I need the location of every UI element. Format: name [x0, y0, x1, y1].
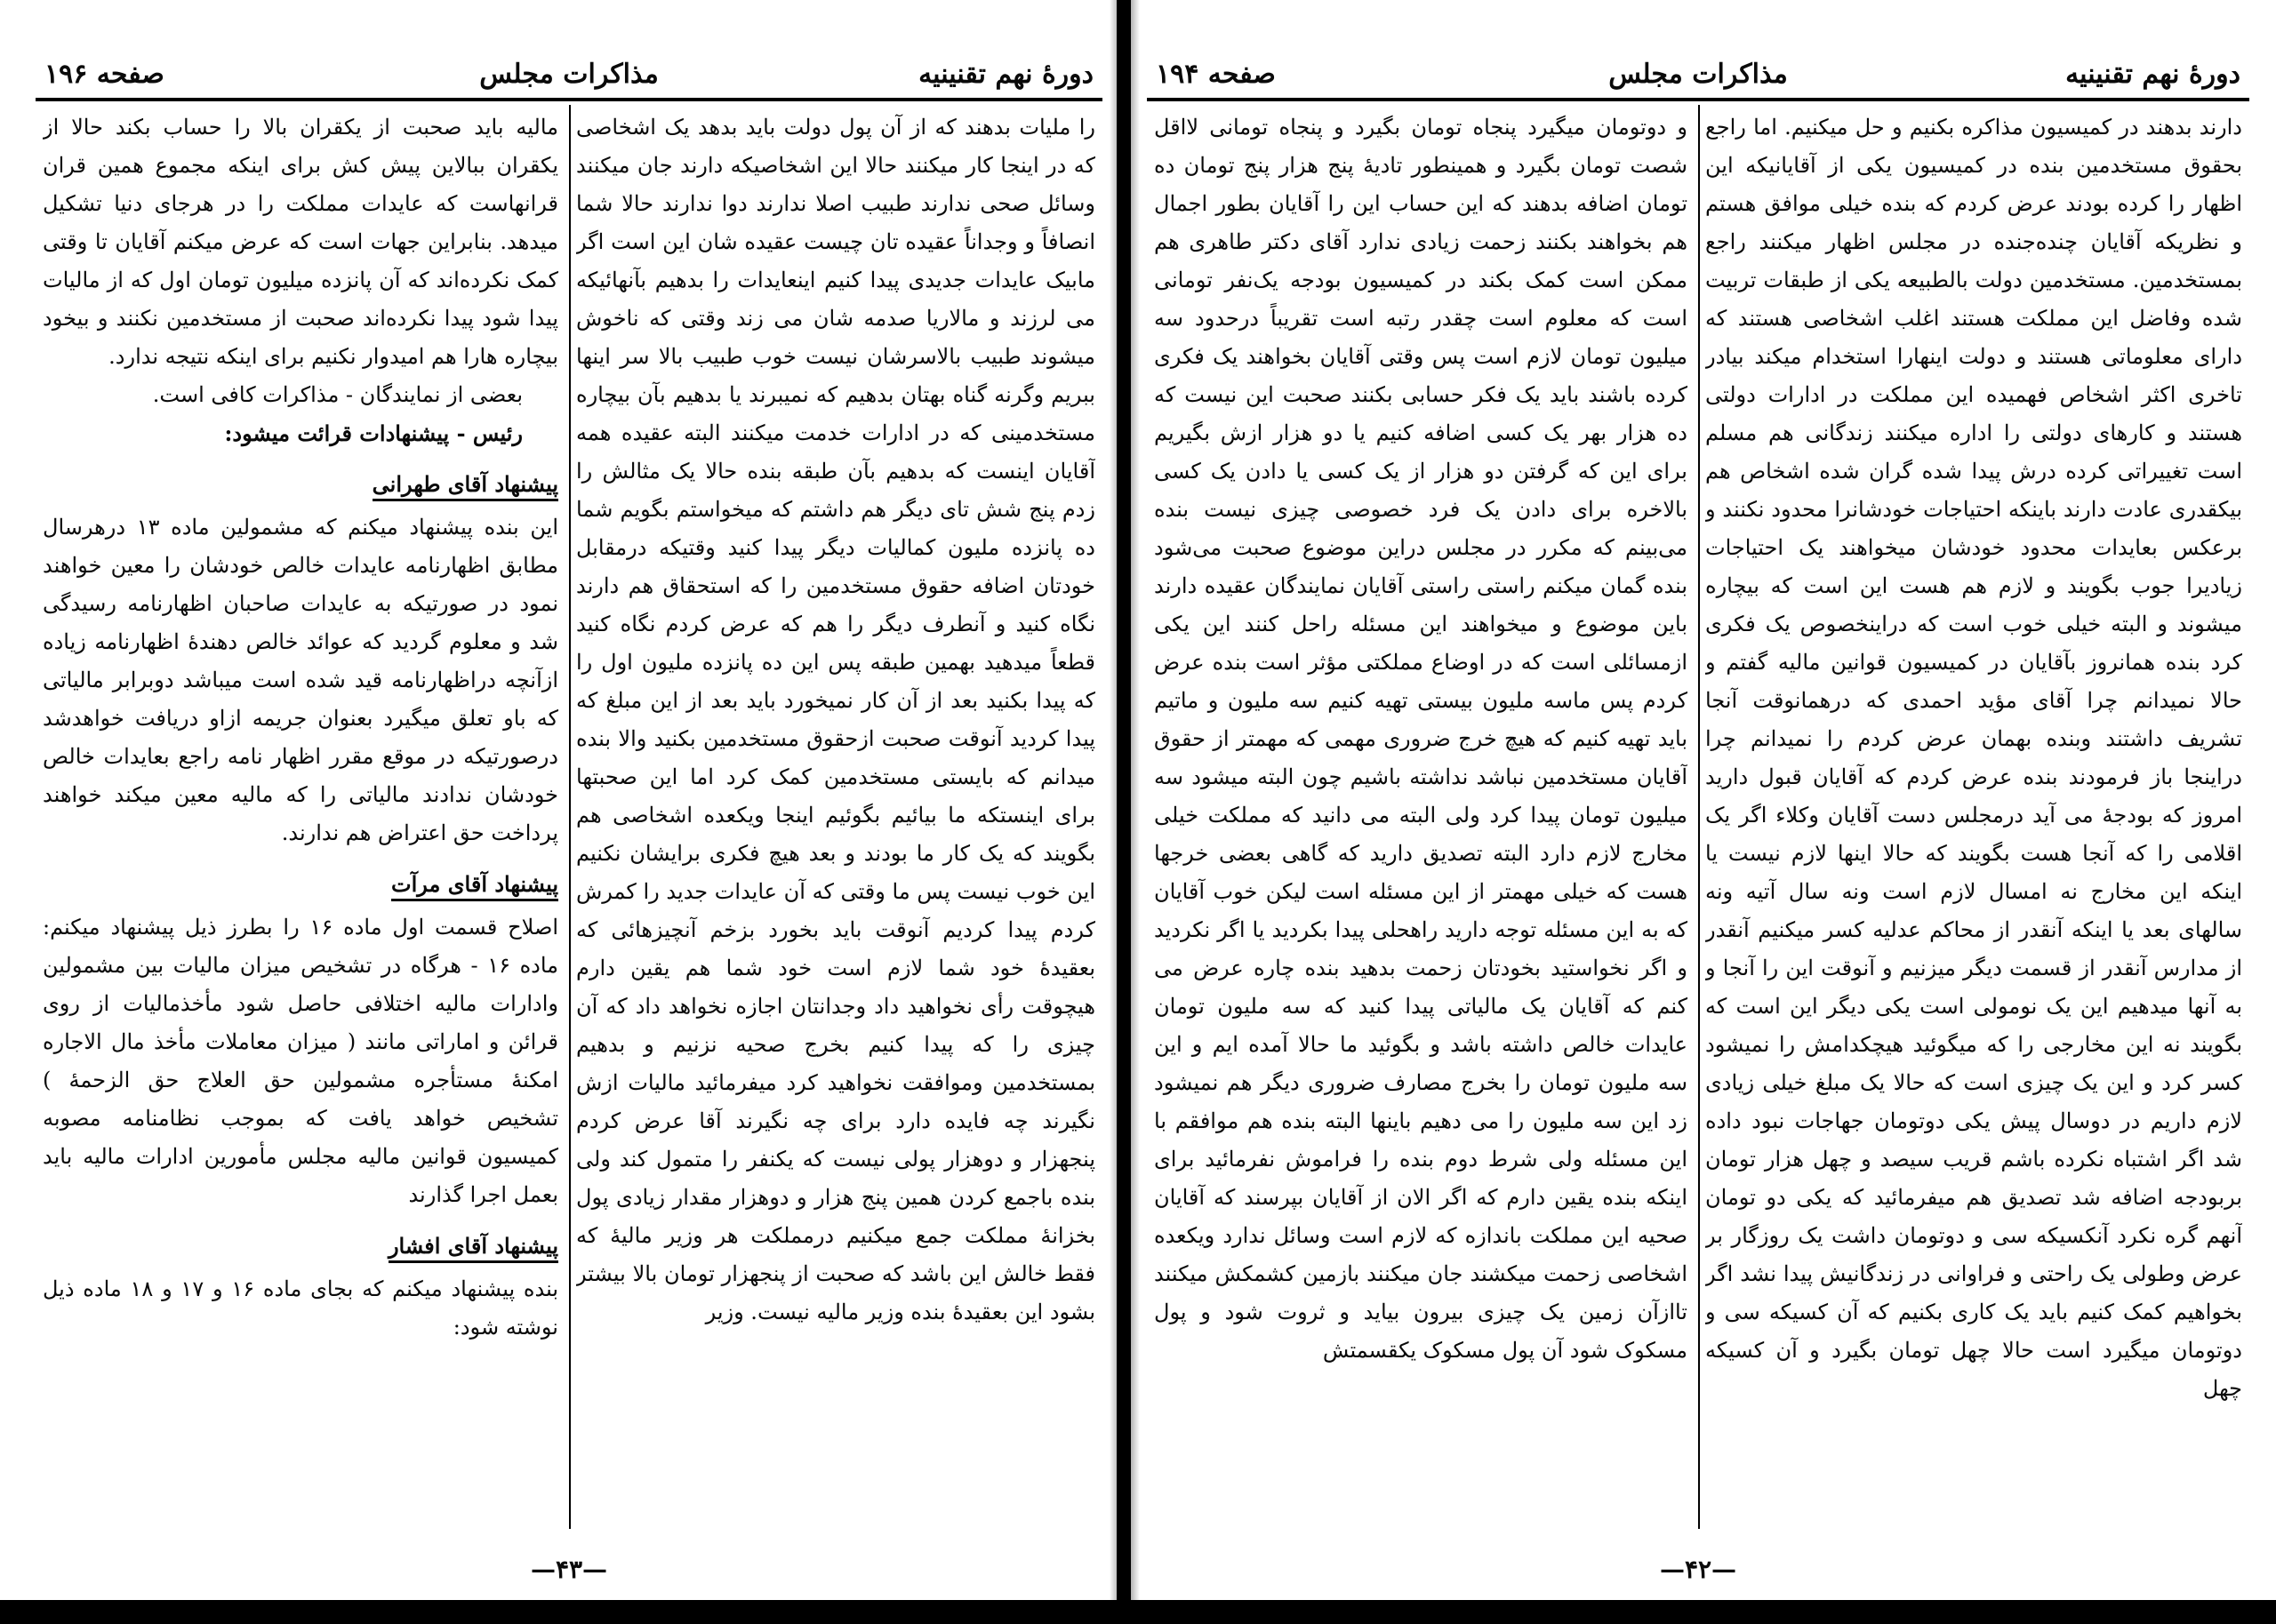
header-title: مذاکرات مجلس — [479, 59, 659, 90]
chairman-line: رئیس - پیشنهادات قرائت میشود: — [224, 420, 523, 446]
session-period: دورهٔ نهم تقنینیه — [2065, 59, 2240, 90]
left-page — [36, 0, 1102, 1600]
body-paragraph: مالیه باید صحبت از یکقران بالا را حساب بکند حالا از یکقران ببالاین پیش کش برای اینکه مجموع همین قران قرانهاست که عایدات مملکت را در هرجای دنیا تشکیل میدهد. بنابراین جهات است که عرض میکنم آقایان تا وقتی کمک نکرده‌اند که آن پانزده میلیون تومان اول که از مالیات پیدا شود پیدا نکرده‌اند صحبت از مستخدمین نکنند و بیخود بیچاره هارا هم امیدوار نکنیم برای اینکه نتیجه ندارد. — [43, 115, 558, 369]
body-paragraph: دارند بدهند در کمیسیون مذاکره بکنیم و حل میکنیم. اما راجع بحقوق مستخدمین بنده در کمیسیون یکی از آقایانیکه این اظهار را کرده بودند عرض کردم که بنده خیلی موافق هستم و نظریکه آقایان چنده‌جنده در مجلس اظهار میکنند راجع بمستخدمین. مستخدمین دولت بالطبیعه یکی از طبقات تربیت شده وفاضل این مملکت هستند اغلب اشخاصی هستند که دارای معلوماتی هستند و دولت اینهارا استخدام میکند بیادر تاخری اکثر اشخاص فهمیده این مملکت در ادارات دولتی هستند و کارهای دولتی را اداره میکنند زندگانی هم مسلم است تغییراتی کرده درش پیدا شده گران شده اشخاص هم بیکقدری عادت دارند باینکه احتیاجات خودشانرا محدود نکنند و برعکس بعایدات محدود خودشان میخواهند یک احتیاجات زیادیرا جوب بگویند و لازم هم هست این است که بیچاره میشوند و البته خیلی خوب است که دراینخصوص یک فکری کرد بنده همانروز بآقایان در کمیسیون قوانین مالیه گفتم و حالا نمیدانم چرا آقای مؤید احمدی که درهمانوقت آنجا تشریف داشتند وبنده بهمان عرض کردم را نمیدانم چرا دراینجا باز فرمودند بنده عرض کردم که آقایان قبول دارید امروز که بودجهٔ می آید درمجلس دست آقایان وکلاء اگر یک اقلامی را که آنجا هست بگویند که حالا اینها لازم نیست یا اینکه این مخارج نه امسال لازم است ونه سال آتیه ونه سالهای بعد یا اینکه آنقدر از محاکم عدلیه کسر میکنیم آنقدر از مدارس آنقدر از قسمت دیگر میزنیم و آنوقت این را آنجا و به آنها میدهیم این یک نومولی است یکی دیگر این است که بگویند نه این مخارجی را که میگوئید هیچکدامش را نمیشود کسر کرد و این یک چیزی است که حالا یک مبلغ خیلی زیادی لازم داریم در دوسال پیش یکی دوتومان جهاجات نبود داده شد اگر اشتباه نکرده باشم قریب سیصد و چهل هزار تومان بربودجه اضافه شد تصدیق هم میفرمائید که یکی دو تومان آنهم گره نکرد آنکسیکه سی و دوتومان داشت یک روزگار بر عرض وطولی یک راحتی و فراوانی در زندگانیش پیدا نشد اگر بخواهیم کمک کنیم باید یک کاری بکنیم که آن کسیکه سی و دوتومان میگیرد است حالا چهل تومان بگیرد و آن کسیکه چهل — [1705, 115, 2242, 1401]
scan-bottom-edge — [0, 1600, 2276, 1624]
page-footer-number: —۴۳— — [530, 1555, 608, 1584]
right-page — [1147, 0, 2249, 1600]
proposal-body: اصلاح قسمت اول ماده ۱۶ را بطرز ذیل پیشنهاد میکنم: ماده ۱۶ - هرگاه در تشخیص میزان مالیات بین مشمولین وادارات مالیه اختلافی حاصل شود مأخذمالیات از روی قرائن و اماراتی مانند ( میزان معاملات مأخذ مال الاجاره امکنهٔ مستأجره مشمولین حق العلاج حق الزحمهٔ ) تشخیص خواهد یافت که بموجب نظامنامه مصوبه کمیسیون قوانین مالیه مجلس مأمورین ادارات مالیه باید بعمل اجرا گذارند — [43, 915, 558, 1207]
page-header — [36, 55, 1102, 101]
text-column-left — [1154, 108, 1687, 1538]
text-column-right — [1705, 108, 2242, 1538]
page-footer-number: —۴۲— — [1659, 1555, 1737, 1584]
voices-line: بعضی از نمایندگان - مذاکرات کافی است. — [152, 382, 523, 407]
proposal-body: این بنده پیشنهاد میکنم که مشمولین ماده ۱۳ درهرسال مطابق اظهارنامه عایدات خالص خودشان را معین خواهند نمود در صورتیکه به عایدات صاحبان اظهارنامه رسیدگی شد و معلوم گردید که عوائد خالص دهندهٔ اظهارنامه زیاده ازآنچه دراظهارنامه قید شده است میباشد دوبرابر مالیاتی که باو تعلق میگیرد بعنوان جریمه ازاو دریافت خواهدشد درصورتیکه در موقع مقرر اظهار نامه راجع بعایدات خالص خودشان ندادند مالیاتی را که مالیه معین میکند خواهند پرداخت حق اعتراض هم ندارند. — [43, 515, 558, 845]
page-number-label: صفحه ۱۹۶ — [44, 59, 164, 90]
proposal-title: پیشنهاد آقای مرآت — [43, 865, 558, 903]
page-number-label: صفحه ۱۹۴ — [1156, 59, 1276, 90]
proposal-body: بنده پیشنهاد میکنم که بجای ماده ۱۶ و ۱۷ و ۱۸ ماده ذیل نوشته شود: — [43, 1276, 558, 1340]
body-paragraph: را ملیات بدهند که از آن پول دولت باید بدهد یک اشخاصی که در اینجا کار میکنند حالا این اشخاصیکه دارند جان میکنند وسائل صحی ندارند طبیب اصلا ندارند دوا ندارند حالا شما انصافاً و وجداناً عقیده تان چیست عقیده شان این است اگر مابیک عایدات جدیدی پیدا کنیم اینعایدات را بدهیم بآنهائیکه می لرزند و مالاریا صدمه شان می زند وقتی که ناخوش میشوند طبیب بالاسرشان نیست خوب طبیب بالا سر اینها ببریم وگرنه گناه بهتان بدهیم که نمیبرند یا بدهیم بآن بیچاره مستخدمینی که در ادارات خدمت میکنند البته عقیده همه آقایان اینست که بدهیم بآن طبقه بنده حالا یک مثالش را زدم پنج شش تای دیگر هم داشتم که میخواستم بگویم شما ده پانزده ملیون کمالیات دیگر پیدا کنید وقتیکه درمقابل خودتان اضافه حقوق مستخدمین را که استحقاق هم دارند نگاه کنید و آنطرف دیگر را هم که عرض کردم نگاه کنید قطعاً میدهید بهمین طبقه پس این ده پانزده ملیون اول را که پیدا بکنید بعد از آن کار نمیخورد باید بعد از این مبلغ که پیدا کردید آنوقت صحبت ازحقوق مستخدمین بکنید والا بنده میدانم که بایستی مستخدمین کمک کرد اما این صحبتها برای اینستکه ما بیائیم بگوئیم اینجا ویکعده اشخاصی هم بگویند که یک کار ما بودند و بعد هیچ فکری برایشان نکنیم این خوب نیست پس ما وقتی که آن عایدات جدید را کمرش کردم پیدا کردیم آنوقت باید بخورد بزخم آنچیزهائی که بعقیدهٔ خود شما لازم است خود شما هم یقین دارم هیچوقت رأی نخواهید داد وجدانتان اجازه نخواهد داد که آن چیزی را که پیدا کنیم بخرج صحیه نزنیم و بدهیم بمستخدمین وموافقت نخواهید کرد میفرمائید مالیات ازش نگیرند چه فایده دارد برای چه نگیرند آقا عرض کردم پنجهزار و دوهزار پولی نیست که یکنفر را متمول کند ولی بنده باجمع کردن همین پنج هزار و دوهزار مقدار زیادی پول بخزانهٔ مملکت جمع میکنیم درمملکت هر وزیر مالیهٔ که فقط خالش این باشد که صحبت از پنجهزار تومان بالا بیشتر بشود این بعقیدهٔ بنده وزیر مالیه نیست. وزیر — [576, 115, 1095, 1324]
proposal-title: پیشنهاد آقای افشار — [43, 1227, 558, 1265]
session-period: دورهٔ نهم تقنینیه — [918, 59, 1094, 90]
column-divider — [1698, 105, 1700, 1529]
text-column-left — [43, 108, 558, 1538]
body-paragraph: و دوتومان میگیرد پنجاه تومان بگیرد و پنجاه تومانی لااقل شصت تومان بگیرد و همینطور تادیهٔ پنج هزار پنج تومان ده تومان اضافه بدهند که این حساب این را آقایان بطور اجمال هم بخواهند بکنند زحمت زیادی ندارد آقای دکتر طاهری هم ممکن است کمک بکند در کمیسیون بودجه یک‌نفر تومانی است که معلوم است چقدر رتبه است تقریباً درحدود سه میلیون تومان لازم است پس وقتی آقایان بخواهند یک فکری کرده باشند باید یک فکر حسابی بکنند صحبت این نیست که ده هزار بهر یک کسی اضافه کنیم یا دو هزار ازش بگیریم برای این که گرفتن دو هزار از یک کسی یا دادن یک کسی بالاخره برای دادن یک فرد خصوصی چیزی نیست بنده می‌بینم که مکرر در مجلس دراین موضوع صحبت می‌شود بنده گمان میکنم راستی راستی آقایان نمایندگان عقیده دارند باین موضوع و میخواهند این مسئله راحل کنند این یکی ازمسائلی است که در اوضاع مملکتی مؤثر است بنده عرض کردم پس ماسه ملیون بیستی تهیه کنیم سه ملیون و ماتیم باید تهیه کنیم که هیچ خرج ضروری مهمی که مهمتر از حقوق آقایان مستخدمین نباشد نداشته باشیم چون البته میشود سه میلیون تومان پیدا کرد ولی البته می دانید که مملکت خیلی مخارج لازم دارد البته تصدیق دارید که گاهی بعضی خرجها هست که خیلی مهمتر از این مسئله است لیکن خوب آقایان که به این مسئله توجه دارید راهحلی پیدا بکردید یا اگر نکردید و اگر نخواستید بخودتان زحمت بدهید بنده چاره عرض می کنم که آقایان یک مالیاتی پیدا کنید که سه ملیون تومان عایدات خالص داشته باشد و بگوئید ما حالا آمده ایم و این سه ملیون تومان را بخرج مصارف ضروری دیگر هم نمیشود زد این سه ملیون را می دهیم باینها البته بنده هم موافقم با این مسئله ولی شرط دوم بنده را فراموش نفرمائید برای اینکه بنده یقین دارم که اگر الان از آقایان بپرسند که آقایان صحیه این مملکت باندازه که لازم است وسائل ندارد ویکعده اشخاصی زحمت میکشند جان میکنند بازمین کشمکش میکنند تاازآن زمین یک چیزی بیرون بیاید و ثروت شود و پول مسکوک شود آن پول مسکوک یکقسمتش — [1154, 115, 1687, 1363]
header-title: مذاکرات مجلس — [1608, 59, 1788, 90]
proposal-title: پیشنهاد آقای طهرانی — [43, 465, 558, 503]
book-binding — [1117, 0, 1131, 1624]
page-header — [1147, 55, 2249, 101]
text-column-right — [576, 108, 1095, 1538]
column-divider — [569, 105, 571, 1529]
